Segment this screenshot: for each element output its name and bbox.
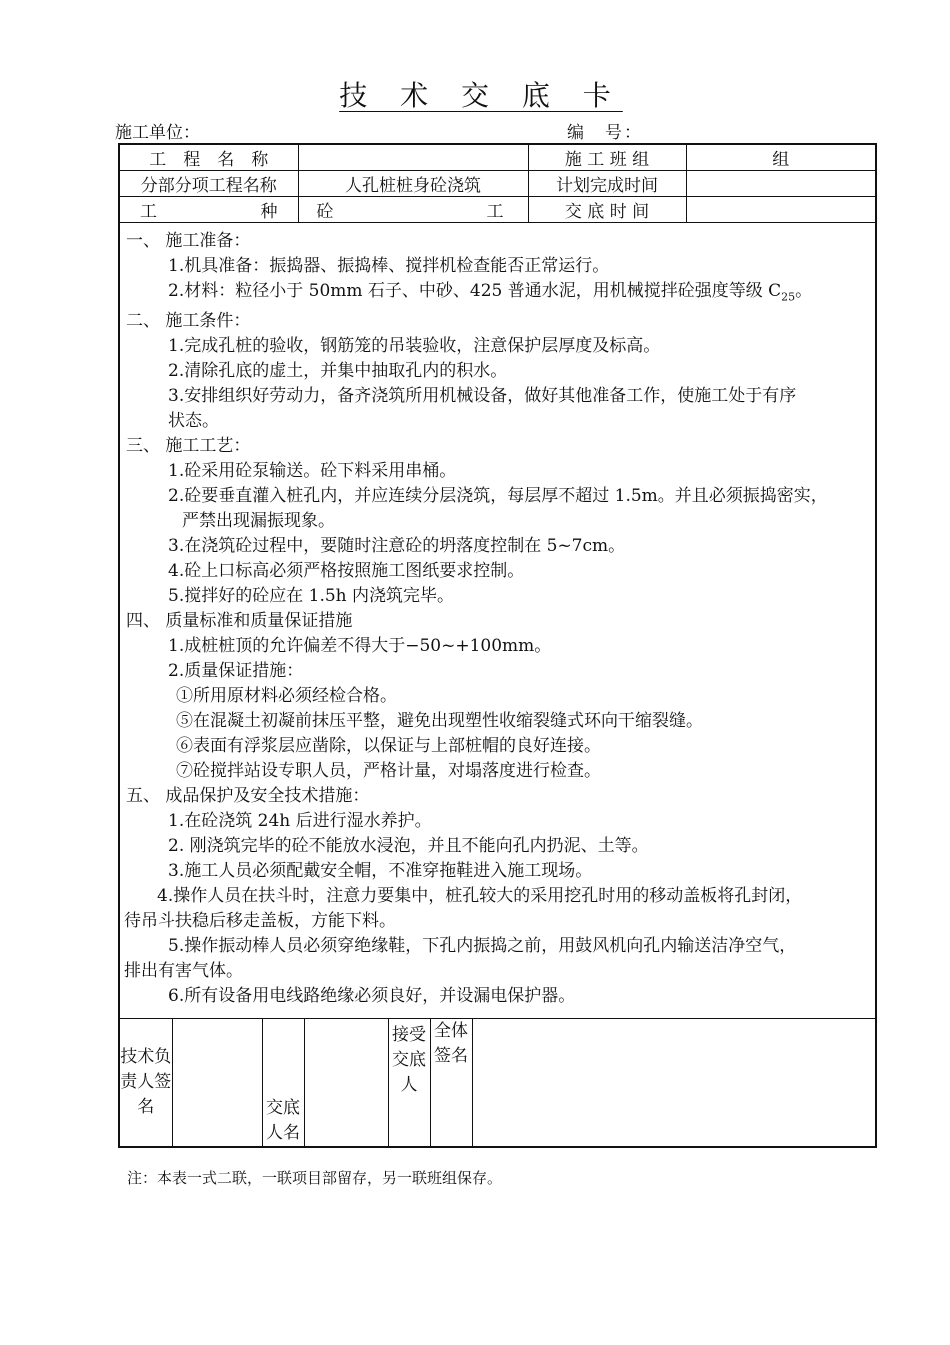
number-label: 编 号： bbox=[567, 123, 643, 143]
quality-item-2: 2.质量保证措施： bbox=[168, 661, 304, 682]
plan-time-value[interactable] bbox=[686, 171, 875, 197]
handover-person-signature-field[interactable] bbox=[304, 1019, 388, 1147]
document-title: 技 术 交 底 卡 bbox=[339, 79, 623, 112]
process-item-4: 4.砼上口标高必须严格按照施工图纸要求控制。 bbox=[168, 561, 525, 582]
footnote: 注：本表一式二联，一联项目部留存，另一联班组保存。 bbox=[127, 1169, 503, 1187]
section-heading-safety: 五、 成品保护及安全技术措施： bbox=[126, 786, 370, 807]
project-name-value[interactable] bbox=[298, 145, 528, 171]
prep-item-2: 2.材料：粒径小于 50mm 石子、中砂、425 普通水泥，用机械搅拌砼强度等级 $C_{25}$。 bbox=[168, 281, 813, 304]
process-item-2: 2.砼要垂直灌入桩孔内，并应连续分层浇筑，每层厚不超过 1.5m。并且必须振捣密实， bbox=[168, 486, 828, 507]
construction-unit-label: 施工单位： bbox=[115, 123, 200, 143]
safety-item-4: 4.操作人员在扶斗时，注意力要集中，桩孔较大的采用挖孔时用的移动盖板将孔封闭， bbox=[157, 886, 803, 907]
work-type-value[interactable]: 砼 工 bbox=[298, 197, 528, 223]
form-frame bbox=[118, 143, 877, 1148]
all-sign-field[interactable] bbox=[472, 1019, 875, 1147]
quality-measure-7: ⑦砼搅拌站设专职人员，严格计量，对塌落度进行检查。 bbox=[176, 761, 601, 782]
section-heading-process: 三、 施工工艺： bbox=[126, 436, 251, 457]
process-item-1: 1.砼采用砼泵输送。砼下料采用串桶。 bbox=[168, 461, 457, 482]
project-name-label: 工 程 名 称 bbox=[120, 145, 298, 171]
handover-time-value[interactable] bbox=[686, 197, 875, 223]
process-item-3: 3.在浇筑砼过程中，要随时注意砼的坍落度控制在 5~7cm。 bbox=[168, 536, 626, 557]
section-heading-conditions: 二、 施工条件： bbox=[126, 311, 251, 332]
safety-item-4-cont: 待吊斗扶稳后移走盖板，方能下料。 bbox=[124, 911, 396, 932]
subproject-label: 分部分项工程名称 bbox=[120, 171, 298, 197]
conditions-item-1: 1.完成孔桩的验收，钢筋笼的吊装验收，注意保护层厚度及标高。 bbox=[168, 336, 661, 357]
quality-measure-6: ⑥表面有浮浆层应凿除，以保证与上部桩帽的良好连接。 bbox=[176, 736, 601, 757]
handover-time-label: 交 底 时 间 bbox=[528, 197, 686, 223]
conditions-item-3: 3.安排组织好劳动力，备齐浇筑所用机械设备，做好其他准备工作，使施工处于有序 bbox=[168, 386, 797, 407]
info-table bbox=[120, 145, 875, 223]
safety-item-2: 2. 刚浇筑完毕的砼不能放水浸泡，并且不能向孔内扔泥、土等。 bbox=[168, 836, 649, 857]
conditions-item-3-cont: 状态。 bbox=[168, 411, 219, 432]
work-type-label: 工 种 bbox=[120, 197, 298, 223]
handover-person-label: 交底人名 bbox=[262, 1019, 304, 1147]
conditions-item-2: 2.清除孔底的虚土，并集中抽取孔内的积水。 bbox=[168, 361, 508, 382]
quality-measure-5: ⑤在混凝土初凝前抹压平整，避免出现塑性收缩裂缝式环向干缩裂缝。 bbox=[176, 711, 703, 732]
content-body bbox=[124, 229, 872, 1009]
all-sign-label: 全体签名 bbox=[430, 1019, 472, 1147]
subproject-value[interactable]: 人孔桩桩身砼浇筑 bbox=[298, 171, 528, 197]
safety-item-3: 3.施工人员必须配戴安全帽，不准穿拖鞋进入施工现场。 bbox=[168, 861, 593, 882]
info-row-project bbox=[120, 145, 875, 171]
receiver-label: 接受交底人 bbox=[388, 1019, 430, 1147]
info-row-worktype bbox=[120, 197, 875, 223]
quality-measure-1: ①所用原材料必须经检合格。 bbox=[176, 686, 397, 707]
plan-time-label: 计划完成时间 bbox=[528, 171, 686, 197]
team-label: 施 工 班 组 bbox=[528, 145, 686, 171]
tech-lead-signature-label: 技术负责人签名 bbox=[120, 1019, 172, 1147]
signature-table bbox=[120, 1018, 875, 1146]
process-item-5: 5.搅拌好的砼应在 1.5h 内浇筑完毕。 bbox=[168, 586, 455, 607]
safety-item-5: 5.操作振动棒人员必须穿绝缘鞋，下孔内振捣之前，用鼓风机向孔内输送洁净空气， bbox=[168, 936, 797, 957]
info-row-subproject bbox=[120, 171, 875, 197]
tech-lead-signature-field[interactable] bbox=[172, 1019, 262, 1147]
team-value[interactable]: 组 bbox=[686, 145, 875, 171]
section-heading-quality: 四、 质量标准和质量保证措施 bbox=[126, 611, 353, 632]
prep-item-1: 1.机具准备：振捣器、振捣棒、搅拌机检查能否正常运行。 bbox=[168, 256, 610, 276]
safety-item-6: 6.所有设备用电线路绝缘必须良好，并设漏电保护器。 bbox=[168, 986, 576, 1007]
safety-item-5-cont: 排出有害气体。 bbox=[124, 961, 243, 982]
section-heading-prep: 一、 施工准备： bbox=[126, 231, 251, 251]
quality-item-1: 1.成桩桩顶的允许偏差不得大于−50~+100mm。 bbox=[168, 636, 552, 657]
safety-item-1: 1.在砼浇筑 24h 后进行湿水养护。 bbox=[168, 811, 432, 832]
process-item-2-cont: 严禁出现漏振现象。 bbox=[182, 511, 335, 532]
